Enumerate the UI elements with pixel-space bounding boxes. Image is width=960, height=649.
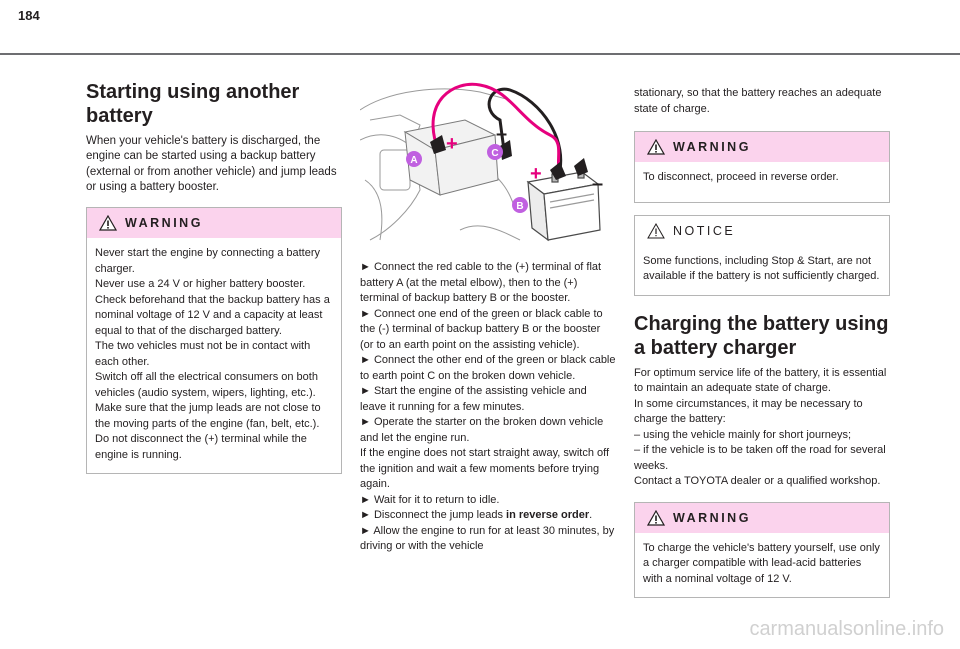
label-a: A xyxy=(410,155,418,166)
warning-line: The two vehicles must not be in contact with each other. xyxy=(95,340,311,368)
notice-header xyxy=(635,216,889,246)
step-disconnect-suffix: . xyxy=(589,509,593,521)
intro-paragraph: When your vehicle's battery is discharged, the engine can be started using a backup battery (external or from another vehicle) and jump leads or using a battery booster. xyxy=(86,135,337,193)
label-c: C xyxy=(491,148,499,159)
warning-header xyxy=(635,503,889,533)
warning-title: WARNING xyxy=(125,216,203,231)
step-disconnect xyxy=(360,508,616,524)
warning-line: Make sure that the jump leads are not close to the moving parts of the engine (fan, belt, etc.). xyxy=(95,402,321,430)
plus-sign: + xyxy=(446,133,458,155)
step: ► Connect the other end of the green or black cable to earth point C on the broken down vehicle. xyxy=(360,354,616,382)
notice-body xyxy=(635,246,889,295)
warning-box xyxy=(634,502,890,599)
section-title: Charging the battery using a battery charger xyxy=(634,312,889,359)
warning-line: Check beforehand that the backup battery has a nominal voltage of 12 V and a capacity at least equal to that of the discharged battery. xyxy=(95,293,330,337)
step: ► Wait for it to return to idle. xyxy=(360,493,500,506)
label-a-bubble xyxy=(406,151,422,167)
warning-header xyxy=(635,132,889,162)
label-b: B xyxy=(516,201,524,212)
column-3 xyxy=(634,86,890,598)
warning-body xyxy=(635,533,889,598)
step: ► Start the engine of the assisting vehicle and leave it running for a few minutes. xyxy=(360,385,587,413)
minus-sign: – xyxy=(496,123,508,145)
warning-line: Switch off all the electrical consumers on both vehicles (audio system, wipers, lighting, etc.). xyxy=(95,371,318,399)
warning-line: Never start the engine by connecting a battery charger. xyxy=(95,247,321,275)
watermark: carmanualsonline.info xyxy=(749,618,944,640)
continuation-text: stationary, so that the battery reaches an adequate state of charge. xyxy=(634,87,882,115)
warning-body xyxy=(635,162,889,202)
warning-box xyxy=(634,131,890,203)
section-title: Starting using another battery xyxy=(86,81,300,127)
step-disconnect-bold: in reverse order xyxy=(506,509,590,521)
step: If the engine does not start straight away, switch off the ignition and wait a few moments before trying again. xyxy=(360,447,610,490)
column-2 xyxy=(360,80,616,555)
step: ► Allow the engine to run for at least 30 minutes, by driving or with the vehicle xyxy=(360,524,615,552)
warning-line: Never use a 24 V or higher battery booster. xyxy=(95,278,306,291)
warning-triangle-icon xyxy=(99,215,117,231)
label-b-bubble xyxy=(512,197,528,213)
warning-title: WARNING xyxy=(673,140,751,154)
charging-text: Contact a TOYOTA dealer or a qualified workshop. xyxy=(634,475,881,487)
warning-triangle-icon xyxy=(647,510,665,526)
plus-sign: + xyxy=(530,163,542,185)
charging-text: For optimum service life of the battery, it is essential to maintain an adequate state of charge. xyxy=(634,366,887,394)
column-1 xyxy=(86,80,342,474)
warning-text: To charge the vehicle's battery yourself, use only a charger compatible with lead-acid batteries with a nominal voltage of 12 V. xyxy=(643,541,880,585)
notice-box xyxy=(634,215,890,296)
label-c-bubble xyxy=(487,144,503,160)
step-disconnect-prefix: ► Disconnect the jump leads xyxy=(360,509,507,521)
warning-box xyxy=(86,207,342,474)
page-number: 184 xyxy=(18,8,40,23)
charging-text: – if the vehicle is to be taken off the road for several weeks. xyxy=(634,444,886,472)
warning-title: WARNING xyxy=(673,510,751,525)
warning-body xyxy=(87,238,341,473)
header-rule xyxy=(0,53,960,55)
charging-text: In some circumstances, it may be necessary to charge the battery: xyxy=(634,397,863,425)
warning-text: To disconnect, proceed in reverse order. xyxy=(643,171,839,183)
notice-text: Some functions, including Stop & Start, are not available if the battery is not sufficiently charged. xyxy=(643,254,880,282)
step: ► Connect the red cable to the (+) terminal of flat battery A (at the metal elbow), then to the (+) terminal of backup battery B or the booster. xyxy=(360,261,602,304)
warning-header xyxy=(87,208,341,238)
warning-line: Do not disconnect the (+) terminal while the engine is running. xyxy=(95,433,307,461)
step: ► Operate the starter on the broken down vehicle and let the engine run. xyxy=(360,416,604,444)
charging-text: – using the vehicle mainly for short journeys; xyxy=(634,428,852,441)
notice-title: NOTICE xyxy=(673,223,736,238)
step: ► Connect one end of the green or black cable to the (-) terminal of backup battery B or the booster (or to an earth point on the assisting vehicle). xyxy=(360,307,603,351)
notice-triangle-icon xyxy=(647,223,665,239)
minus-sign: – xyxy=(592,173,604,195)
jump-start-illustration xyxy=(360,80,616,248)
warning-triangle-icon xyxy=(647,139,665,155)
